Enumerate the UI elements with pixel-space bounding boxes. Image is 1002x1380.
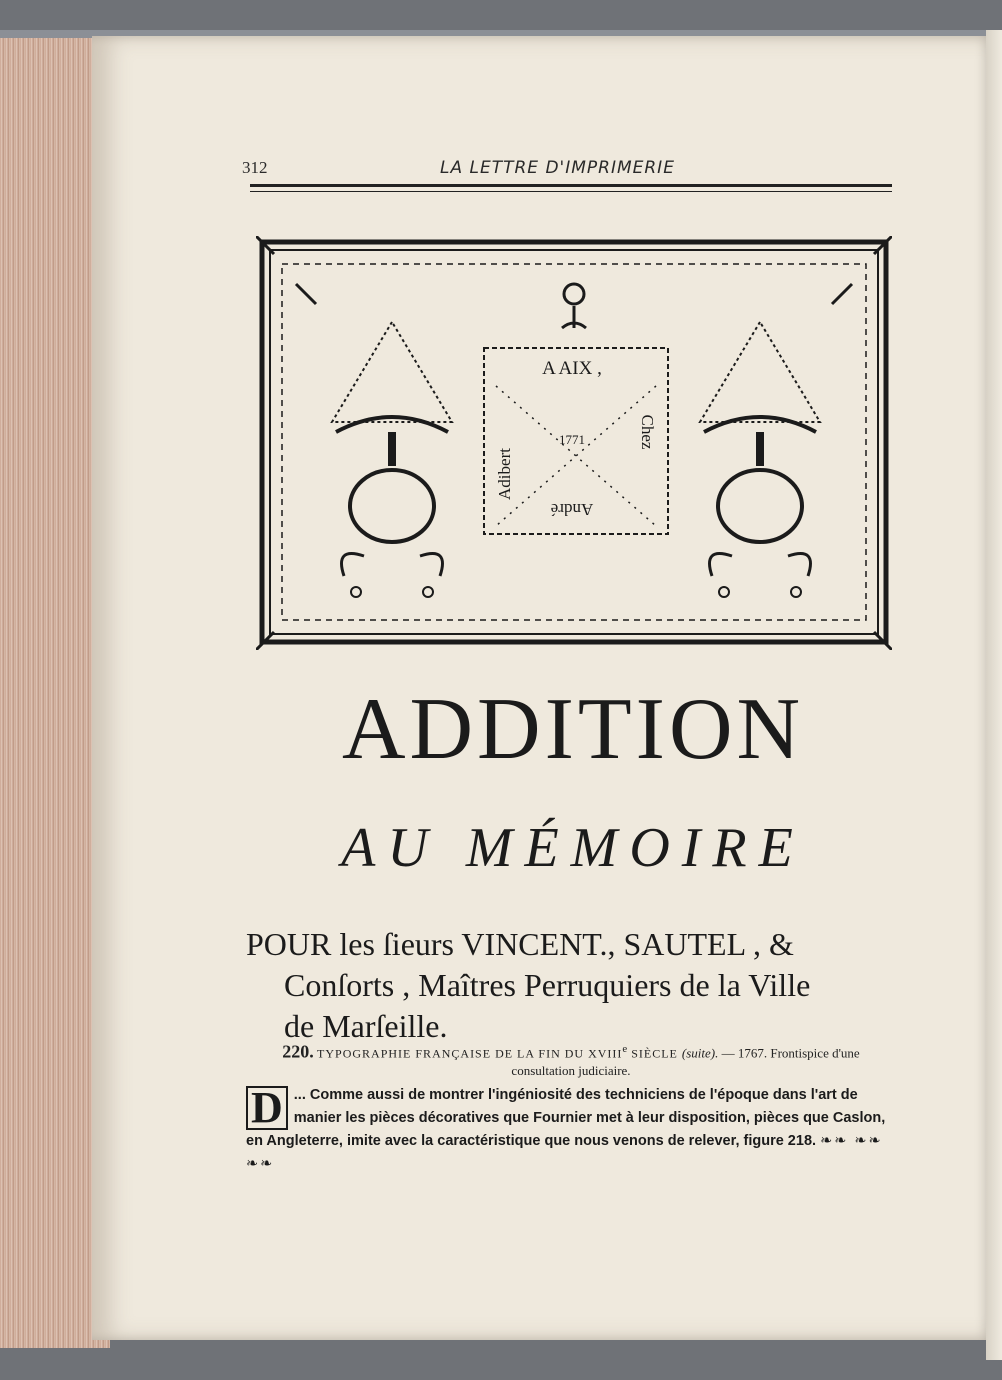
body-line-3: de Marſeille. [284, 1008, 448, 1044]
fleuron-ornaments: ❧❧ ❧❧ ❧❧ [246, 1133, 883, 1172]
paragraph-text: ... Comme aussi de montrer l'ingéniosité des techniciens de l'époque dans l'art de manier les pièces décoratives que Fournier met à leur disposition, pièces que Caslon, en Angleterre, imite avec la caractéristique que nous venons de relever, figure 218. [246, 1087, 886, 1149]
body-text [246, 924, 896, 1047]
title-au-memoire: AU MÉMOIRE [341, 817, 805, 879]
right-tree-ornament [700, 322, 820, 597]
title-addition: ADDITION [341, 681, 805, 778]
emblem-left-text: Adibert [495, 448, 514, 500]
header-rule-thin [250, 191, 892, 192]
center-emblem [484, 348, 668, 534]
commentary-paragraph [246, 1084, 896, 1176]
emblem-bottom-text: André [550, 500, 594, 519]
body-line-2: Conſorts , Maîtres Perruquiers de la Ville [284, 967, 811, 1003]
figure-number: 220. [282, 1041, 314, 1062]
emblem-right-text: Chez [638, 414, 657, 450]
running-title: LA LETTRE D'IMPRIMERIE [440, 158, 675, 178]
page-number: 312 [242, 158, 268, 177]
emblem-year: 1771 [559, 432, 585, 447]
caption-suite: (suite). [681, 1045, 719, 1061]
caption-sup: e [622, 1043, 628, 1055]
caption-text-3: — 1767. Frontispice d'une [718, 1045, 860, 1061]
caption-text-2: SIÈCLE [627, 1046, 682, 1061]
body-line-1: POUR les ſieurs VINCENT., SAUTEL , & [246, 926, 794, 962]
drop-cap: D [246, 1086, 288, 1130]
figure-caption [246, 1040, 896, 1080]
knot-ornament [564, 284, 584, 304]
ornamental-frontispiece [256, 236, 892, 650]
caption-text: TYPOGRAPHIE FRANÇAISE DE LA FIN DU XVIII [317, 1046, 623, 1061]
running-header [240, 158, 892, 182]
facing-page-edge [986, 30, 1002, 1360]
caption-line-2: consultation judiciaire. [511, 1063, 631, 1079]
emblem-top-text: A AIX , [542, 358, 602, 379]
header-rule-thick [250, 184, 892, 187]
left-tree-ornament [332, 322, 452, 597]
